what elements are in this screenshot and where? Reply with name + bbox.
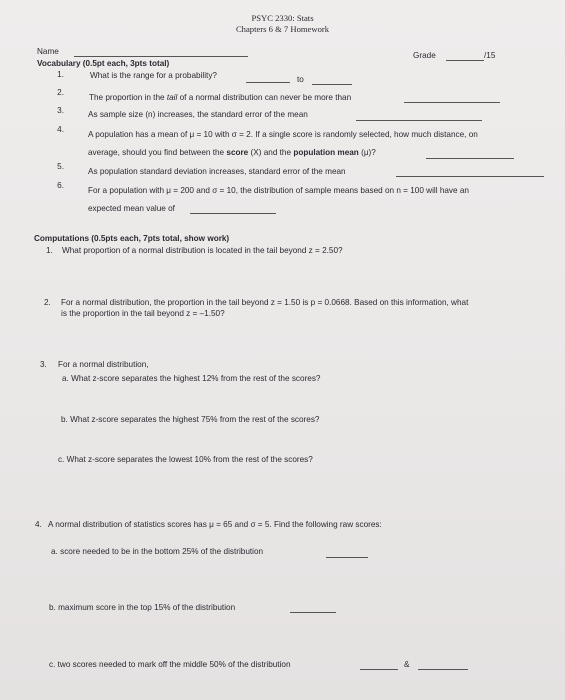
comp-3-intro: For a normal distribution,: [58, 360, 149, 369]
vocab-3-blank[interactable]: [356, 120, 482, 121]
grade-field[interactable]: [446, 60, 484, 61]
comp-4c-blank-b[interactable]: [418, 669, 468, 670]
vocab-1-text: What is the range for a probability?: [90, 71, 217, 80]
comp-4c-blank-a[interactable]: [360, 669, 398, 670]
course-title: PSYC 2330: Stats: [251, 13, 314, 23]
comp-4c-text: c. two scores needed to mark off the middle 50% of the distribution: [49, 660, 291, 669]
comp-1-num: 1.: [46, 246, 53, 255]
grade-label: Grade: [413, 51, 436, 60]
vocab-4-num: 4.: [57, 125, 64, 134]
name-field[interactable]: [74, 56, 248, 57]
vocab-4-line1: A population has a mean of μ = 10 with σ = 2. If a single score is randomly selected, how much distance, on: [88, 130, 478, 139]
comp-3a-text: a. What z-score separates the highest 12% from the rest of the scores?: [62, 374, 321, 383]
comp-3b-text: b. What z-score separates the highest 75% from the rest of the scores?: [61, 415, 320, 424]
comp-4b-blank[interactable]: [290, 612, 336, 613]
vocab-2-num: 2.: [57, 88, 64, 97]
vocab-1-num: 1.: [57, 70, 64, 79]
vocab-2-text: The proportion in the tail of a normal distribution can never be more than: [89, 93, 352, 102]
vocab-1-blank-a[interactable]: [246, 82, 290, 83]
vocab-6-num: 6.: [57, 181, 64, 190]
vocab-6-line2: expected mean value of: [88, 204, 175, 213]
comp-3c-text: c. What z-score separates the lowest 10% from the rest of the scores?: [58, 455, 313, 464]
name-label: Name: [37, 47, 59, 56]
vocab-5-num: 5.: [57, 162, 64, 171]
vocab-6-line1: For a population with μ = 200 and σ = 10, the distribution of sample means based on n = 100 will have an: [88, 186, 469, 195]
comp-heading: Computations (0.5pts each, 7pts total, show work): [34, 234, 230, 243]
vocab-6-blank[interactable]: [190, 213, 276, 214]
vocab-2-blank[interactable]: [404, 102, 500, 103]
comp-2-line1: For a normal distribution, the proportion in the tail beyond z = 1.50 is p = 0.0668. Based on this information, what: [61, 298, 469, 307]
grade-total: /15: [484, 51, 496, 60]
chapter-subtitle: Chapters 6 & 7 Homework: [235, 24, 330, 34]
comp-1-text: What proportion of a normal distribution is located in the tail beyond z = 2.50?: [62, 246, 343, 255]
vocab-3-num: 3.: [57, 106, 64, 115]
vocab-4-blank[interactable]: [426, 158, 514, 159]
vocab-1-blank-b[interactable]: [312, 84, 352, 85]
vocab-3-text: As sample size (n) increases, the standard error of the mean: [88, 110, 308, 119]
comp-2-line2: is the proportion in the tail beyond z = –1.50?: [61, 309, 225, 318]
comp-4a-blank[interactable]: [326, 557, 368, 558]
comp-3-num: 3.: [40, 360, 47, 369]
comp-4b-text: b. maximum score in the top 15% of the distribution: [49, 603, 236, 612]
vocab-1-to: to: [297, 75, 304, 84]
comp-4a-text: a. score needed to be in the bottom 25% of the distribution: [51, 547, 264, 556]
vocab-5-text: As population standard deviation increases, standard error of the mean: [88, 167, 346, 176]
comp-4c-amp: &: [404, 660, 410, 669]
comp-2-num: 2.: [44, 298, 51, 307]
vocab-5-blank[interactable]: [396, 176, 544, 177]
comp-4-num: 4.: [35, 520, 42, 529]
vocab-4-line2: average, should you find between the score (X) and the population mean (μ)?: [88, 148, 376, 157]
vocab-heading: Vocabulary (0.5pt each, 3pts total): [37, 59, 170, 68]
comp-4-intro: A normal distribution of statistics scores has μ = 65 and σ = 5. Find the following raw scores:: [48, 520, 382, 529]
